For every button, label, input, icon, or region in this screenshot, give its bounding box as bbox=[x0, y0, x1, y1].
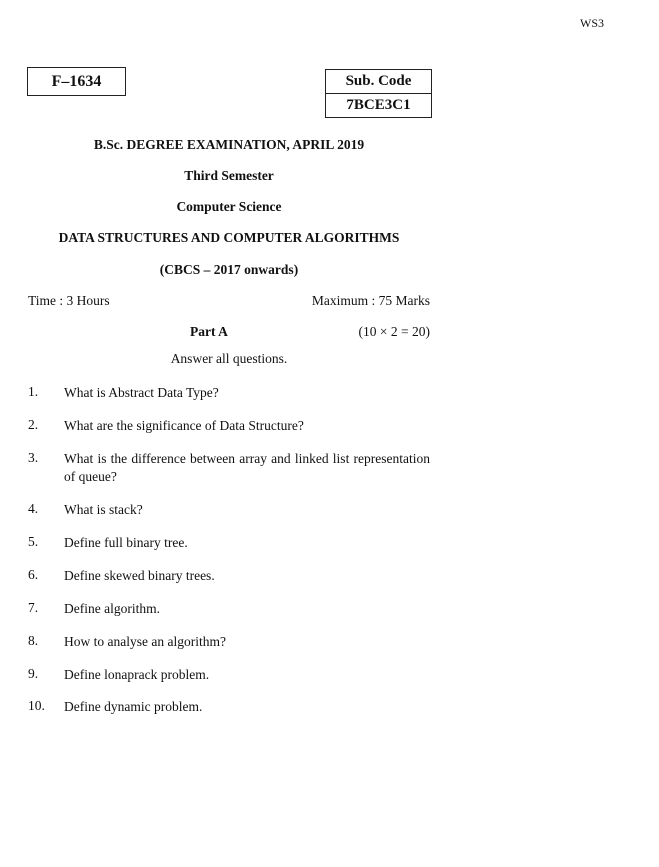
question-text: How to analyse an algorithm? bbox=[64, 634, 226, 649]
question-number: 7. bbox=[28, 600, 39, 615]
question-text: Define dynamic problem. bbox=[64, 699, 203, 714]
instruction: Answer all questions. bbox=[170, 351, 288, 366]
question-number: 3. bbox=[28, 450, 39, 465]
question-text: What is the difference between array and linked list representation of queue? bbox=[64, 451, 430, 484]
question-number: 8. bbox=[28, 633, 39, 648]
paper-title: DATA STRUCTURES AND COMPUTER ALGORITHMS bbox=[58, 230, 400, 245]
sub-code-label: Sub. Code bbox=[326, 70, 431, 94]
question-item bbox=[28, 567, 430, 585]
paper-code-box: F–1634 bbox=[27, 67, 126, 96]
question-number: 9. bbox=[28, 666, 39, 681]
question-item bbox=[28, 633, 430, 651]
question-item bbox=[28, 501, 430, 519]
question-text: Define lonaprack problem. bbox=[64, 667, 210, 682]
corner-code: WS3 bbox=[580, 16, 604, 30]
question-text: Define algorithm. bbox=[64, 601, 160, 616]
question-text: Define skewed binary trees. bbox=[64, 568, 215, 583]
question-number: 5. bbox=[28, 534, 39, 549]
question-number: 4. bbox=[28, 501, 39, 516]
time-label: Time : 3 Hours bbox=[28, 293, 110, 308]
exam-title: B.Sc. DEGREE EXAMINATION, APRIL 2019 bbox=[93, 137, 365, 152]
sub-code-value: 7BCE3C1 bbox=[346, 97, 411, 113]
question-item bbox=[28, 450, 430, 486]
question-number: 6. bbox=[28, 567, 39, 582]
question-number: 2. bbox=[28, 417, 39, 432]
question-item bbox=[28, 666, 430, 684]
part-a-label: Part A bbox=[190, 324, 228, 339]
question-item bbox=[28, 600, 430, 618]
question-number: 1. bbox=[28, 384, 39, 399]
semester: Third Semester bbox=[184, 168, 274, 183]
time-marks-row bbox=[28, 293, 430, 309]
scheme: (CBCS – 2017 onwards) bbox=[159, 262, 299, 277]
question-number: 10. bbox=[28, 698, 45, 713]
question-item bbox=[28, 417, 430, 435]
question-text: Define full binary tree. bbox=[64, 535, 188, 550]
question-item bbox=[28, 384, 430, 402]
sub-code-box bbox=[325, 69, 432, 118]
question-text: What are the significance of Data Structure? bbox=[64, 418, 304, 433]
subject: Computer Science bbox=[176, 199, 282, 214]
max-marks-label: Maximum : 75 Marks bbox=[311, 293, 430, 308]
question-text: What is stack? bbox=[64, 502, 143, 517]
question-item bbox=[28, 534, 430, 552]
part-a-marks: (10 × 2 = 20) bbox=[358, 324, 430, 339]
question-text: What is Abstract Data Type? bbox=[64, 385, 219, 400]
question-item bbox=[28, 698, 430, 716]
